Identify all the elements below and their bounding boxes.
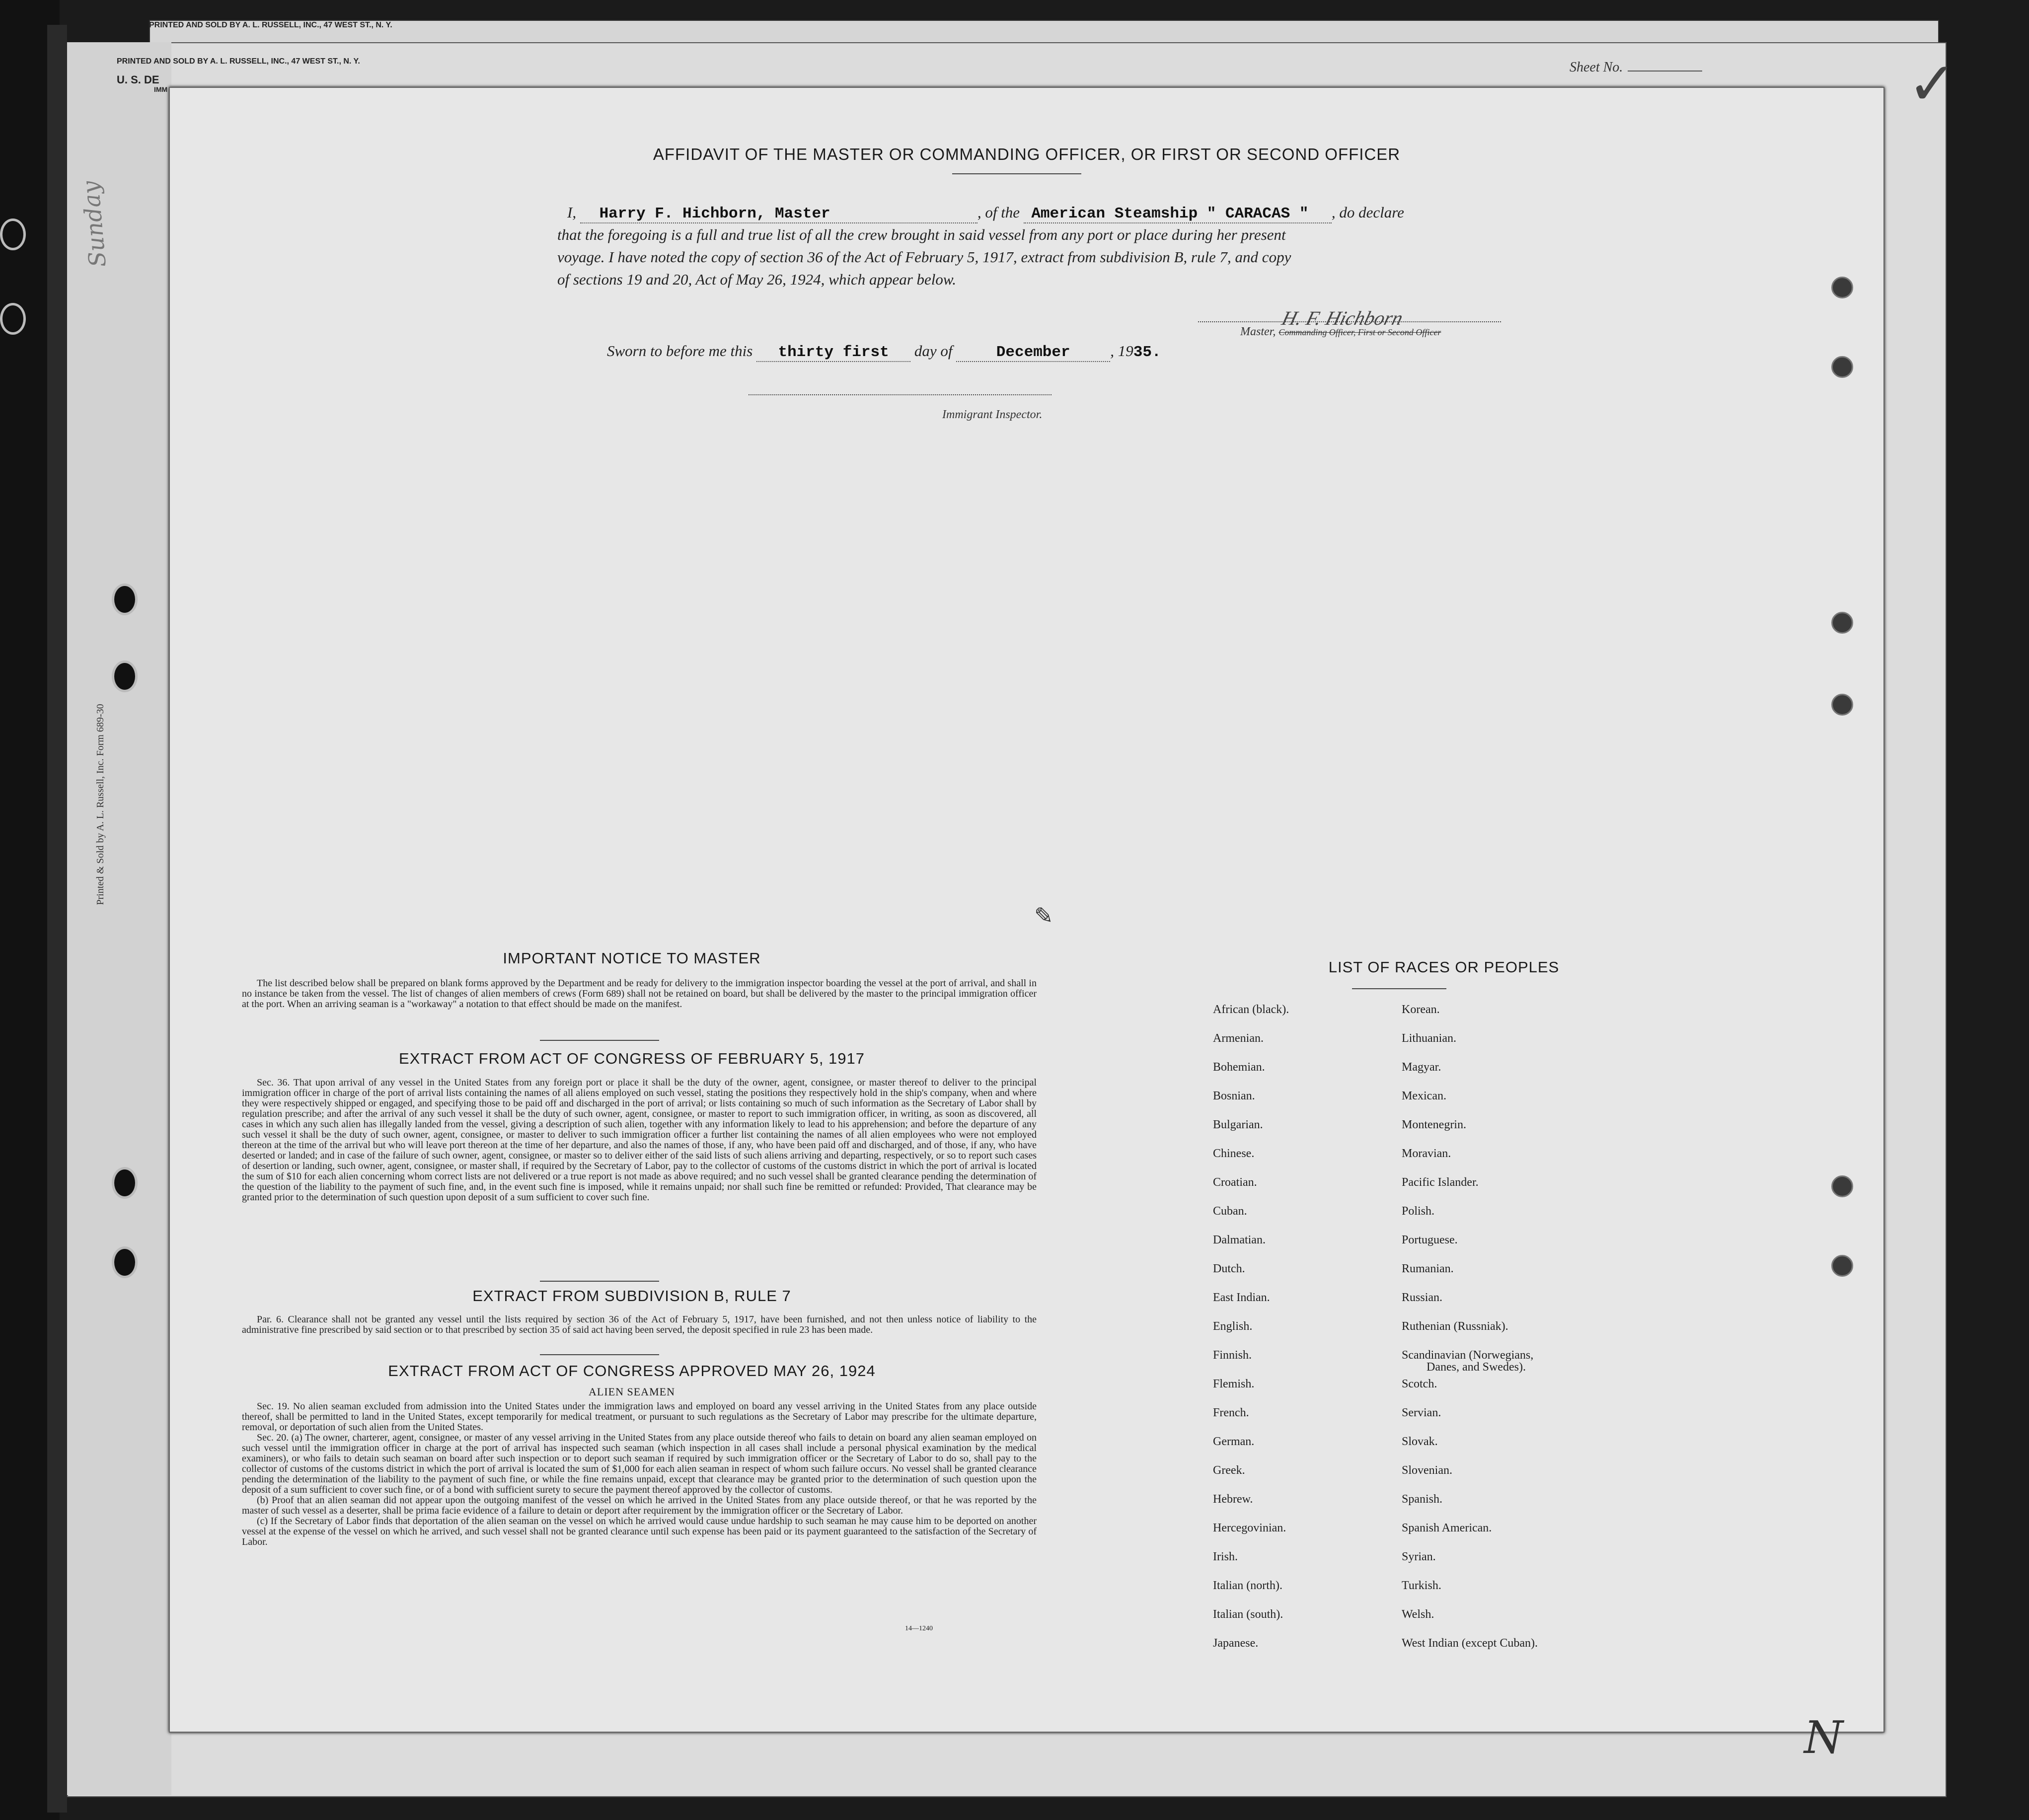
vessel-field [1024,204,1332,223]
races-right-column [1402,1003,1538,1666]
race-item: English. [1213,1320,1253,1333]
master-caption: Master, [1240,325,1276,338]
race-item: Irish. [1213,1550,1238,1563]
extract-rule7-paragraph: Par. 6. Clearance shall not be granted any vessel until the lists required by section 36 of the Act of February 5, 1917, have been furnished, and not then unless notice of liability to the administrative fine prescribed by said section or to that prescribed by section 35 of said act having been served, the deposit specified in rule 23 has been made. [242,1314,1037,1335]
race-item: Dalmatian. [1213,1234,1266,1246]
affidavit-prefix: I, [567,204,577,221]
extract-rule7-title: EXTRACT FROM SUBDIVISION B, RULE 7 [472,1287,791,1305]
race-item: Greek. [1213,1464,1245,1477]
master-name-field [580,204,977,223]
sheet-number-label: Sheet No. [1570,60,1623,75]
alien-seamen-subtitle: ALIEN SEAMEN [589,1385,675,1398]
race-item: Croatian. [1213,1176,1257,1189]
race-item: Italian (north). [1213,1579,1282,1592]
section-divider [540,1040,659,1041]
race-item: West Indian (except Cuban). [1402,1637,1538,1650]
race-item: Bulgarian. [1213,1118,1263,1131]
notice-paragraph: The list described below shall be prepared on blank forms approved by the Department and be ready for delivery to the immigration inspector boarding the vessel at the port of arrival, and shall in no instance be taken from the vessel. The list of changes of alien members of crews (Form 689) shall not be retained on board, but shall be delivered by the master to the principal immigration officer at the port. When an arriving seaman is a "workaway" a notation to that effect should be made on the manifest. [242,978,1037,1010]
sworn-prefix: Sworn to before me this [607,342,753,360]
master-signature: H. F. Hichborn [1279,307,1406,329]
extract-1917-title: EXTRACT FROM ACT OF CONGRESS OF FEBRUARY 5, 1917 [398,1050,865,1067]
race-item: Chinese. [1213,1147,1255,1160]
underlying-printer-line: PRINTED AND SOLD BY A. L. RUSSELL, INC., 47 WEST ST., N. Y. [149,21,392,29]
sec-19-paragraph: Sec. 19. No alien seaman excluded from admission into the United States under the immigration laws and employed on board any vessel arriving in the United States from any place outside thereof, shall be permitted to land in the United States, except temporarily for medical treatment, or pursuant to such regulations as the Secretary of Labor may prescribe for the ultimate departure, removal, or deportation of such alien from the United States. [242,1401,1037,1433]
race-item: Bohemian. [1213,1061,1265,1074]
race-item: Servian. [1402,1406,1441,1419]
race-item: German. [1213,1435,1255,1448]
sheet-number-line [1628,71,1702,72]
race-item: Italian (south). [1213,1608,1283,1621]
extract-1917-text [242,1078,1037,1203]
inspector-caption: Immigrant Inspector. [942,408,1043,421]
sworn-day-field [756,342,910,362]
declare-label: , do declare [1331,204,1404,221]
race-item: Moravian. [1402,1147,1451,1160]
sworn-month-field [956,342,1110,362]
struck-officer-caption: Commanding Officer, First or Second Officer [1278,327,1441,337]
race-item: Montenegrin. [1402,1118,1466,1131]
title-underline [952,173,1081,174]
check-mark: ✓ [1907,51,1957,117]
binder-ring [112,583,138,615]
affidavit-line-3: voyage. I have noted the copy of section 36 of the Act of February 5, 1917, extract from subdivision B, rule 7, and copy [557,248,1291,266]
form-number: 14—1240 [905,1625,933,1632]
sworn-month: December [996,344,1070,361]
race-item: Flemish. [1213,1378,1255,1390]
race-item-scandinavian [1402,1349,1538,1378]
punch-hole [1831,1255,1853,1277]
race-item: Slovenian. [1402,1464,1452,1477]
race-item: Ruthenian (Russniak). [1402,1320,1508,1333]
punch-hole [1831,694,1853,716]
race-item: Polish. [1402,1205,1435,1218]
race-item: Lithuanian. [1402,1032,1456,1045]
punch-hole [1831,277,1853,298]
race-item: Scandinavian (Norwegians, [1402,1349,1534,1362]
handwritten-mark: N [1804,1712,1843,1764]
of-the-label: , of the [977,204,1020,221]
binder-ring [112,1246,138,1278]
inspector-signature-line [749,394,1052,395]
binder-ring [112,660,138,692]
race-item: East Indian. [1213,1291,1270,1304]
race-item: Slovak. [1402,1435,1438,1448]
year-prefix: , 19 [1110,342,1133,360]
race-item: Scotch. [1402,1378,1437,1390]
sworn-year: 35. [1133,344,1161,361]
race-item: French. [1213,1406,1249,1419]
affidavit-sheet [169,87,1884,1764]
vessel-name: American Steamship " CARACAS " [1031,205,1309,222]
extract-rule7-text [242,1314,1037,1335]
race-item: Portuguese. [1402,1234,1458,1246]
sworn-day: thirty first [778,344,889,361]
signature-caption [1240,325,1441,339]
punch-hole [1831,612,1853,634]
handwritten-side-note: Sunday [76,180,111,268]
race-item: Russian. [1402,1291,1443,1304]
binder-ring [112,1167,138,1199]
affidavit-title: AFFIDAVIT OF THE MASTER OR COMMANDING OFFICER, OR FIRST OR SECOND OFFICER [653,145,1401,163]
race-item: Mexican. [1402,1090,1446,1102]
sworn-line [607,342,1161,362]
day-of-label: day of [914,342,953,360]
extract-1924-title: EXTRACT FROM ACT OF CONGRESS APPROVED MAY 26, 1924 [388,1362,876,1380]
affidavit-line-2: that the foregoing is a full and true list of all the crew brought in said vessel from any port or place during her present [557,226,1286,243]
race-item: Spanish American. [1402,1522,1492,1534]
race-item: Bosnian. [1213,1090,1255,1102]
race-item-continuation: Danes, and Swedes). [1427,1361,1526,1374]
affidavit-line-1 [567,204,1404,223]
master-name: Harry F. Hichborn, Master [599,205,830,222]
race-item: Japanese. [1213,1637,1259,1650]
notice-title: IMPORTANT NOTICE TO MASTER [503,949,761,967]
punch-hole [1831,356,1853,378]
race-item: African (black). [1213,1003,1289,1016]
extract-1924-text [242,1401,1037,1547]
races-title-underline [1352,988,1446,989]
binder-ring [0,303,26,335]
race-item: Turkish. [1402,1579,1441,1592]
sec-20b-paragraph: (b) Proof that an alien seaman did not appear upon the outgoing manifest of the vessel on which he arrived in the United States from any place outside thereof, or that he was reported by the master of such vessel as a deserter, shall be prima facie evidence of a failure to detain or deport after requirement by the immigration officer or the Secretary of Labor. [242,1495,1037,1516]
affidavit-line-4: of sections 19 and 20, Act of May 26, 1924, which appear below. [557,271,957,288]
underlying-dept-label-2: IMM [154,85,168,93]
race-item: Finnish. [1213,1349,1252,1362]
race-item: Magyar. [1402,1061,1441,1074]
extract-1917-paragraph: Sec. 36. That upon arrival of any vessel in the United States from any foreign port or place it shall be the duty of the owner, agent, consignee, or master thereof to deliver to the principal immigration officer in charge of the port of arrival lists containing the names of all aliens employed on such vessel, stating the positions they respectively hold in the ship's company, when and where they were respectively shipped or engaged, and specifying those to be paid off and discharged in the port of arrival; or lists containing so much of such information as the Secretary of Labor shall by regulation prescribe; and after the arrival of any such vessel it shall be the duty of such owner, agent, consignee, or master to report to such immigration officer, in writing, as soon as discovered, all cases in which any such alien has illegally landed from the vessel, giving a description of such alien, together with any information likely to lead to his apprehension; and before the departure of any such vessel it shall be the duty of such owner, agent, consignee, or master to deliver to such immigration officer a further list containing the names of all alien employees who were not employed thereon at the time of the arrival but who will leave port thereon at the time of her departure, and also the names of those, if any, who have been paid off and discharged, and of those, if any, who have deserted or landed; and in case of the failure of such owner, agent, consignee, or master so to deliver either of the said lists of such aliens arriving and departing, respectively, or so to report such cases of desertion or landing, such owner, agent, consignee, or master shall, if required by the Secretary of Labor, pay to the collector of customs of the customs district in which the port of arrival is located the sum of $10 for each alien concerning whom correct lists are not delivered or a true report is not made as above required; and no such vessel shall be granted clearance pending the determination of the question of the liability to the payment of such fine, and, in the event such fine is imposed, while it remains unpaid; nor shall such fine be remitted or refunded: Provided, That clearance may be granted prior to the determination of such question upon deposit of a sum sufficient to cover such fine. [242,1077,1037,1203]
races-left-column [1213,1003,1289,1666]
races-title: LIST OF RACES OR PEOPLES [1328,958,1560,976]
section-divider [540,1354,659,1355]
race-item: Korean. [1402,1003,1440,1016]
binder-ring [0,218,26,250]
race-item: Syrian. [1402,1550,1436,1563]
race-item: Welsh. [1402,1608,1434,1621]
punch-hole [1831,1175,1853,1197]
race-item: Cuban. [1213,1205,1247,1218]
race-item: Hercegovinian. [1213,1522,1286,1534]
binder-edge [47,25,67,1813]
sheet-number-field [1570,60,1702,75]
underlying-sheet-strip [67,42,171,1795]
side-printer-imprint: Printed & Sold by A. L. Russell, Inc. Form 689-30 [95,704,106,905]
underlying-dept-label: U. S. DE [117,73,159,86]
race-item: Dutch. [1213,1262,1245,1275]
underlying-printer-line-2: PRINTED AND SOLD BY A. L. RUSSELL, INC., 47 WEST ST., N. Y. [117,57,360,66]
sec-20a-paragraph: Sec. 20. (a) The owner, charterer, agent, consignee, or master of any vessel arriving in the United States from any place outside thereof who fails to detain on board any alien seaman employed on such vessel until the immigration officer in charge at the port of arrival has inspected such seaman (which inspection in all cases shall include a personal physical examination by the medical examiners), or who fails to detain such seaman on board after such inspection or to deport such seaman if required by such immigration officer or the Secretary of Labor to do so, shall pay to the collector of customs of the customs district in which the port of arrival is located the sum of $1,000 for each alien seaman in respect of whom such failure occurs. No vessel shall be granted clearance pending the determination of the liability to the payment of such fine, or while the fine remains unpaid, except that clearance may be granted prior to the determination of such question upon the deposit of a sum sufficient to cover such fine, or of a bond with sufficient surety to secure the payment thereof approved by the collector of customs. [242,1432,1037,1495]
sec-20c-paragraph: (c) If the Secretary of Labor finds that deportation of the alien seaman on the vessel on which he arrived would cause undue hardship to such seaman he may cause him to be deported on another vessel at the expense of the vessel on which he arrived, and such vessel shall not be granted clearance until such expense has been paid or its payment guaranteed to the satisfaction of the Secretary of Labor. [242,1516,1037,1547]
ink-mark: ✎ [1034,902,1053,929]
race-item: Spanish. [1402,1493,1443,1506]
section-divider [540,1281,659,1282]
race-item: Hebrew. [1213,1493,1253,1506]
notice-text [242,978,1037,1010]
race-item: Armenian. [1213,1032,1264,1045]
race-item: Rumanian. [1402,1262,1454,1275]
race-item: Pacific Islander. [1402,1176,1479,1189]
